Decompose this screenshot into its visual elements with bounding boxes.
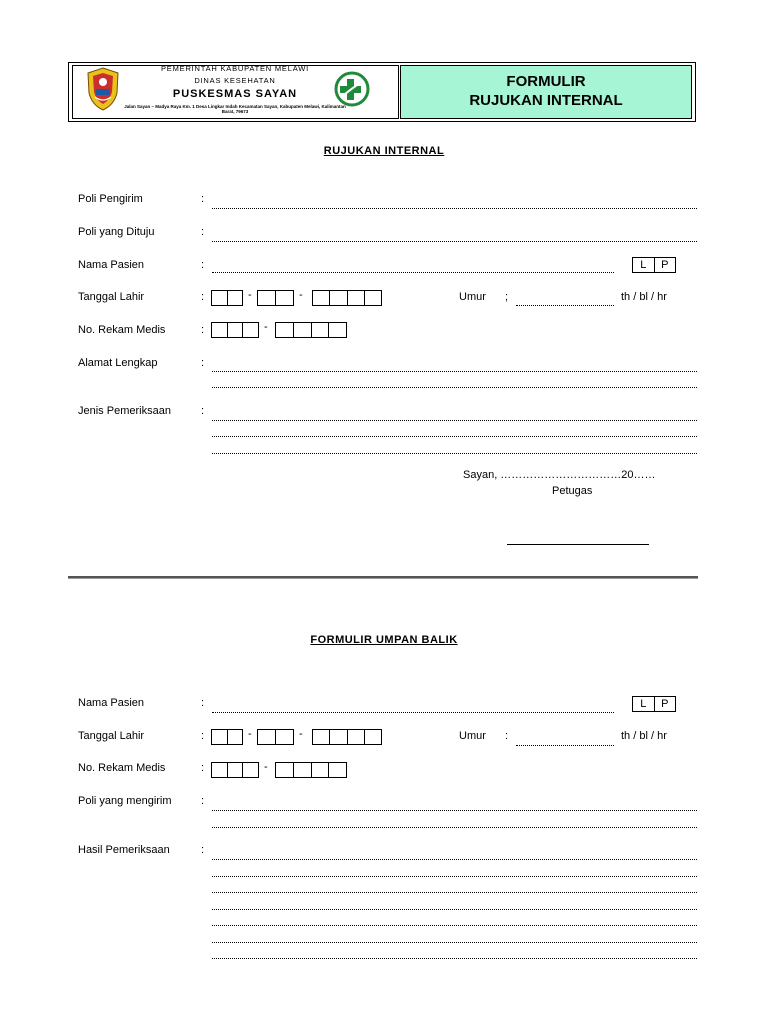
field-umur[interactable] bbox=[516, 305, 614, 306]
petugas-label: Petugas bbox=[552, 485, 593, 497]
label-rekam-medis-ub: No. Rekam Medis bbox=[78, 762, 166, 774]
form-title-line1: FORMULIR bbox=[506, 73, 586, 90]
field-jenis-line1[interactable] bbox=[212, 420, 697, 421]
colon: : bbox=[201, 697, 205, 709]
field-hasil-line4[interactable] bbox=[212, 909, 697, 910]
field-rm-part1[interactable] bbox=[211, 322, 259, 338]
org-address: Jalan Sayan – Madya Raya Km. 1 Desa Lingkar Indah Kecamatan Sayan, Kabupaten Melawi, Kalimantan Barat, 79673 bbox=[124, 104, 346, 114]
label-nama-pasien: Nama Pasien bbox=[78, 259, 145, 271]
label-umur: Umur bbox=[459, 291, 486, 303]
org-puskesmas: PUSKESMAS SAYAN bbox=[172, 88, 298, 100]
field-poli-pengirim[interactable] bbox=[212, 208, 697, 209]
field-birth-year-ub[interactable] bbox=[312, 729, 382, 745]
field-poli-dituju[interactable] bbox=[212, 241, 697, 242]
umur-unit-ub: th / bl / hr bbox=[621, 730, 667, 742]
label-tanggal-lahir-ub: Tanggal Lahir bbox=[78, 730, 145, 742]
label-tanggal-lahir: Tanggal Lahir bbox=[78, 291, 145, 303]
field-rm-part2-ub[interactable] bbox=[275, 762, 347, 778]
regency-crest-icon bbox=[86, 67, 120, 111]
field-hasil-line7[interactable] bbox=[212, 958, 697, 959]
field-rm-part1-ub[interactable] bbox=[211, 762, 259, 778]
colon: : bbox=[201, 762, 205, 774]
field-nama-pasien[interactable] bbox=[212, 272, 614, 273]
sex-option-p[interactable]: P bbox=[661, 698, 669, 710]
place-date: Sayan, ……………………………20…… bbox=[463, 469, 656, 481]
colon: : bbox=[201, 259, 205, 271]
field-hasil-line3[interactable] bbox=[212, 892, 697, 893]
org-department: DINAS KESEHATAN bbox=[194, 76, 276, 85]
dash: - bbox=[248, 289, 252, 301]
label-umur-ub: Umur bbox=[459, 730, 486, 742]
section-title-rujukan: RUJUKAN INTERNAL bbox=[323, 145, 445, 157]
label-alamat: Alamat Lengkap bbox=[78, 357, 158, 369]
field-poli-mengirim-line1[interactable] bbox=[212, 810, 697, 811]
colon: : bbox=[201, 193, 205, 205]
colon: : bbox=[201, 291, 205, 303]
dash: - bbox=[264, 321, 268, 333]
colon: : bbox=[201, 795, 205, 807]
field-poli-mengirim-line2[interactable] bbox=[212, 827, 697, 828]
dash: - bbox=[299, 728, 303, 740]
dash: - bbox=[299, 289, 303, 301]
field-birth-month-ub[interactable] bbox=[257, 729, 294, 745]
umur-unit: th / bl / hr bbox=[621, 291, 667, 303]
colon: : bbox=[201, 844, 205, 856]
sex-option-p[interactable]: P bbox=[661, 259, 669, 271]
field-hasil-line6[interactable] bbox=[212, 942, 697, 943]
label-poli-pengirim: Poli Pengirim bbox=[78, 193, 143, 205]
colon: : bbox=[201, 730, 205, 742]
label-hasil-pemeriksaan: Hasil Pemeriksaan bbox=[78, 844, 170, 856]
field-alamat-line2[interactable] bbox=[212, 387, 697, 388]
label-poli-dituju: Poli yang Dituju bbox=[78, 226, 155, 238]
section-separator bbox=[68, 576, 698, 579]
field-birth-day[interactable] bbox=[211, 290, 243, 306]
label-poli-mengirim: Poli yang mengirim bbox=[78, 795, 172, 807]
label-jenis-pemeriksaan: Jenis Pemeriksaan bbox=[78, 405, 171, 417]
org-government: PEMERINTAH KABUPATEN MELAWI bbox=[160, 64, 309, 73]
umur-separator: ; bbox=[505, 291, 509, 303]
field-hasil-line5[interactable] bbox=[212, 925, 697, 926]
label-nama-pasien-ub: Nama Pasien bbox=[78, 697, 145, 709]
sex-checkbox-group-ub[interactable] bbox=[632, 696, 676, 712]
umur-separator-ub: : bbox=[505, 730, 509, 742]
field-hasil-line2[interactable] bbox=[212, 876, 697, 877]
field-nama-pasien-ub[interactable] bbox=[212, 712, 614, 713]
field-birth-month[interactable] bbox=[257, 290, 294, 306]
field-jenis-line2[interactable] bbox=[212, 436, 697, 437]
sex-checkbox-group[interactable] bbox=[632, 257, 676, 273]
colon: : bbox=[201, 357, 205, 369]
field-hasil-line1[interactable] bbox=[212, 859, 697, 860]
field-birth-day-ub[interactable] bbox=[211, 729, 243, 745]
field-umur-ub[interactable] bbox=[516, 745, 614, 746]
field-birth-year[interactable] bbox=[312, 290, 382, 306]
colon: : bbox=[201, 405, 205, 417]
section-title-umpan-balik: FORMULIR UMPAN BALIK bbox=[310, 634, 458, 646]
field-jenis-line3[interactable] bbox=[212, 453, 697, 454]
field-alamat-line1[interactable] bbox=[212, 371, 697, 372]
dash: - bbox=[248, 728, 252, 740]
dash: - bbox=[264, 761, 268, 773]
header-title-panel bbox=[400, 65, 692, 119]
sex-option-l[interactable]: L bbox=[633, 697, 655, 711]
signature-line[interactable] bbox=[507, 544, 649, 545]
sex-option-l[interactable]: L bbox=[633, 258, 655, 272]
label-rekam-medis: No. Rekam Medis bbox=[78, 324, 166, 336]
form-title-line2: RUJUKAN INTERNAL bbox=[469, 92, 623, 109]
field-rm-part2[interactable] bbox=[275, 322, 347, 338]
colon: : bbox=[201, 324, 205, 336]
colon: : bbox=[201, 226, 205, 238]
